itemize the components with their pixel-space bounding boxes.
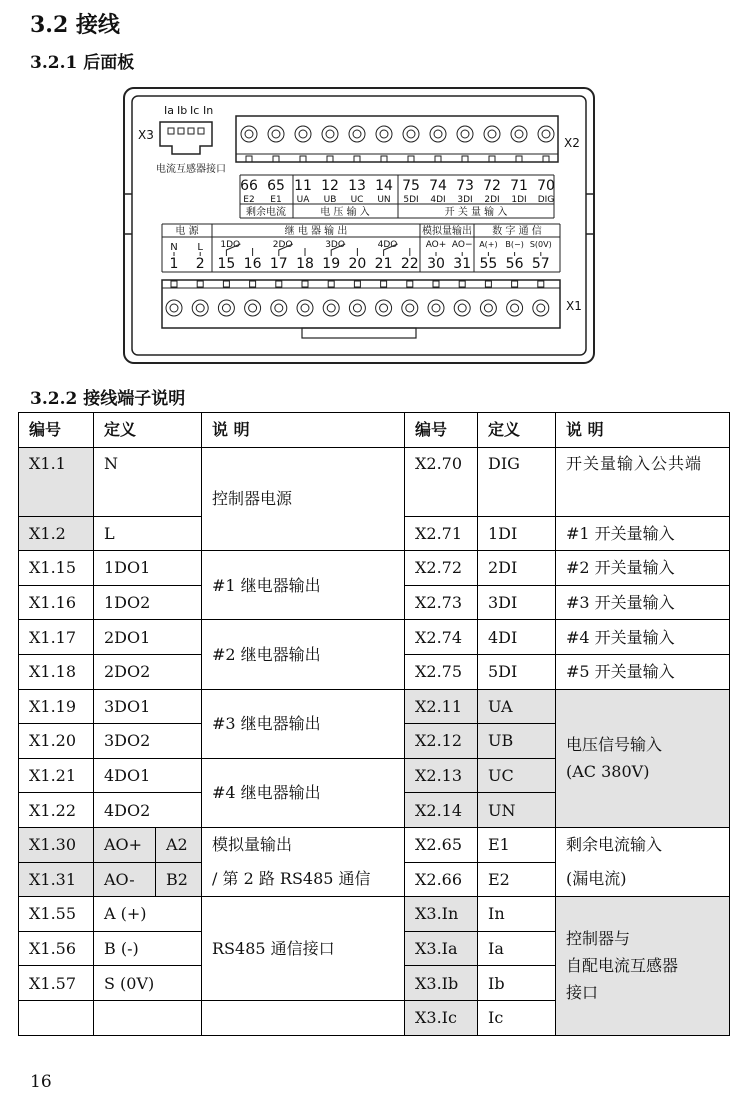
x2-terminal-number: 11 [294, 178, 312, 194]
x2-screw [457, 126, 473, 142]
cell: X1.1 [19, 447, 94, 516]
x2-screw [376, 126, 392, 142]
cell: X1.21 [19, 758, 94, 793]
x2-terminal-number: 65 [267, 178, 285, 194]
cell: 4DO2 [94, 793, 202, 828]
x2-pin [300, 156, 306, 162]
x1-screw [376, 300, 392, 316]
x1-screw-inner [380, 304, 388, 312]
cell: Ib [478, 966, 556, 1001]
cell: A (+) [94, 897, 202, 932]
cell: X1.19 [19, 689, 94, 724]
cell: X3.Ic [405, 1000, 478, 1035]
cell: 3DI [478, 585, 556, 620]
cell: X1.22 [19, 793, 94, 828]
x2-terminal-name: UC [350, 195, 364, 205]
x1-terminal-number: 55 [479, 256, 498, 272]
cell: 4DO1 [94, 758, 202, 793]
x1-terminal-number: 15 [217, 256, 236, 272]
x1-screw [428, 300, 444, 316]
cell [19, 1000, 94, 1035]
cell: 剩余电流输入 [556, 827, 730, 862]
cell: 2DO2 [94, 654, 202, 689]
cell: X2.13 [405, 758, 478, 793]
relay-name: 3DO [325, 240, 345, 250]
header-desc-right: 说 明 [556, 413, 730, 448]
cell: RS485 通信接口 [202, 897, 405, 1001]
x2-terminal-name: 5DI [403, 195, 419, 205]
x2-terminal-block [236, 116, 580, 162]
cell: X2.66 [405, 862, 478, 897]
cell: Ic [478, 1000, 556, 1035]
cell: X2.71 [405, 516, 478, 551]
x2-screw-inner [461, 130, 469, 138]
cell: X2.11 [405, 689, 478, 724]
x2-screw-inner [380, 130, 388, 138]
table-row [19, 897, 730, 932]
cell: #4 开关量输入 [556, 620, 730, 655]
x1-pin [433, 281, 439, 287]
table-row [19, 689, 730, 724]
x1-group-label: 数 字 通 信 [492, 226, 542, 237]
x2-screw [430, 126, 446, 142]
cell: AO- [94, 862, 156, 897]
page-number: 16 [30, 1072, 52, 1092]
x1-label: X1 [566, 299, 582, 313]
cell: B2 [156, 862, 202, 897]
cell: E2 [478, 862, 556, 897]
x2-label: X2 [564, 136, 580, 150]
x2-screw [241, 126, 257, 142]
ao-terminal-name: AO+ [425, 240, 447, 250]
x2-screw-inner [299, 130, 307, 138]
x1-terminal-number: 21 [374, 256, 393, 272]
x1-group-label: 电 源 [175, 226, 199, 237]
terminal-description-heading: 3.2.2 接线端子说明 [30, 389, 186, 409]
x2-terminal-name: UB [323, 195, 337, 205]
x2-pin [408, 156, 414, 162]
cell: X1.31 [19, 862, 94, 897]
x1-screw-inner [249, 304, 257, 312]
x2-terminal-number: 70 [537, 178, 555, 194]
cell: X2.65 [405, 827, 478, 862]
voltage-desc-line: (AC 380V) [566, 762, 650, 782]
ct-desc-line: 控制器与 [566, 929, 631, 949]
x2-group-label: 开 关 量 输 入 [444, 207, 508, 218]
cell: A2 [156, 827, 202, 862]
cell: #1 开关量输入 [556, 516, 730, 551]
x1-screw-inner [432, 304, 440, 312]
x1-pin [354, 281, 360, 287]
x1-screw [192, 300, 208, 316]
cell: In [478, 897, 556, 932]
cell: X2.70 [405, 447, 478, 516]
cell: X3.In [405, 897, 478, 932]
x2-screw-inner [434, 130, 442, 138]
x1-pin [171, 281, 177, 287]
cell: 2DO1 [94, 620, 202, 655]
x2-terminal-number: 75 [402, 178, 420, 194]
x2-terminal-name: UN [377, 195, 391, 205]
cell: #2 继电器输出 [202, 620, 405, 689]
x1-group-label: 继 电 器 输 出 [284, 226, 348, 237]
x1-screw-inner [458, 304, 466, 312]
ct-pin-label: Ib [177, 104, 188, 117]
x1-screw-inner [406, 304, 414, 312]
section-title: 3.2 接线 [30, 12, 120, 38]
cell: X2.74 [405, 620, 478, 655]
cell: #3 开关量输入 [556, 585, 730, 620]
x1-pin [276, 281, 282, 287]
x1-screw-inner [301, 304, 309, 312]
rear-panel-diagram [120, 84, 600, 366]
cell: X1.57 [19, 966, 94, 1001]
power-terminal-name: N [170, 242, 178, 253]
x2-screw [349, 126, 365, 142]
cell: 3DO2 [94, 724, 202, 759]
x2-screw-inner [353, 130, 361, 138]
cell: X1.20 [19, 724, 94, 759]
cell: N [94, 447, 202, 516]
x2-screw-inner [272, 130, 280, 138]
x1-screw [166, 300, 182, 316]
x1-terminal-number: 20 [348, 256, 367, 272]
x2-terminal-name: 1DI [511, 195, 527, 205]
cell: (漏电流) [556, 862, 730, 897]
x2-terminal-number: 66 [240, 178, 258, 194]
header-num-right: 编号 [405, 413, 478, 448]
x1-terminal-number: 1 [169, 256, 179, 272]
x2-group-label: 电 压 输 入 [320, 207, 370, 218]
x2-screw [322, 126, 338, 142]
voltage-desc-cell [556, 689, 730, 827]
x2-pin [462, 156, 468, 162]
x1-screw [480, 300, 496, 316]
x2-screw-inner [245, 130, 253, 138]
ct-interface-label: 电流互感器接口 [156, 164, 226, 175]
x1-screw-inner [170, 304, 178, 312]
x2-terminal-number: 13 [348, 178, 366, 194]
x1-terminal-number: 18 [296, 256, 314, 272]
cell: #4 继电器输出 [202, 758, 405, 827]
x2-screw [295, 126, 311, 142]
cell: X2.72 [405, 551, 478, 586]
x1-screw-inner [484, 304, 492, 312]
x2-screw [268, 126, 284, 142]
cell: X1.18 [19, 654, 94, 689]
terminal-table [18, 412, 730, 1036]
header-def: 定义 [94, 413, 202, 448]
cell: DIG [478, 447, 556, 516]
cell: 3DO1 [94, 689, 202, 724]
x1-terminal-number: 30 [427, 256, 445, 272]
x3-label: X3 [138, 128, 154, 142]
x1-screw [323, 300, 339, 316]
x2-terminal-name: 2DI [484, 195, 500, 205]
ct-desc-line: 接口 [566, 983, 599, 1003]
x1-pin [223, 281, 229, 287]
x1-pin [197, 281, 203, 287]
ct-desc-cell [556, 897, 730, 1035]
table-row [19, 620, 730, 655]
x2-screw [484, 126, 500, 142]
cell: / 第 2 路 RS485 通信 [202, 862, 405, 897]
x2-terminal-name: 3DI [457, 195, 473, 205]
x1-screw [349, 300, 365, 316]
cell: 模拟量输出 [202, 827, 405, 862]
cell: #2 开关量输入 [556, 551, 730, 586]
x2-terminal-number: 14 [375, 178, 393, 194]
x2-terminal-number: 71 [510, 178, 528, 194]
header-def-right: 定义 [478, 413, 556, 448]
cell: X2.73 [405, 585, 478, 620]
x1-screw-inner [511, 304, 519, 312]
cell: X1.15 [19, 551, 94, 586]
cell: X2.75 [405, 654, 478, 689]
x1-pin [302, 281, 308, 287]
x2-pin [516, 156, 522, 162]
x2-terminal-name: E2 [243, 195, 255, 205]
comm-terminal-name: B(−) [505, 240, 524, 249]
cell: X2.12 [405, 724, 478, 759]
x1-screw [402, 300, 418, 316]
cell: UA [478, 689, 556, 724]
ct-pin-label: Ic [190, 104, 200, 117]
x1-pin [250, 281, 256, 287]
x1-screw-inner [327, 304, 335, 312]
x2-screw-inner [407, 130, 415, 138]
x1-screw-inner [353, 304, 361, 312]
x2-terminal-name: E1 [270, 195, 282, 205]
x2-terminal-number: 12 [321, 178, 339, 194]
x1-terminal-number: 31 [453, 256, 472, 272]
x2-pin [354, 156, 360, 162]
cell: 5DI [478, 654, 556, 689]
cell: AO+ [94, 827, 156, 862]
x2-terminal-name: DIG [537, 195, 555, 205]
ct-pin-labels [164, 104, 213, 117]
x1-group-label: 模拟量输出 [422, 226, 472, 237]
x2-pin [489, 156, 495, 162]
cell: UC [478, 758, 556, 793]
cell: #3 继电器输出 [202, 689, 405, 758]
power-terminal-name: L [197, 242, 203, 253]
x1-screw [245, 300, 261, 316]
rear-panel-heading: 3.2.1 后面板 [30, 53, 135, 73]
cell [94, 1000, 202, 1035]
x2-screw [511, 126, 527, 142]
relay-name: 2DO [272, 240, 293, 250]
cell: Ia [478, 931, 556, 966]
cell: S (0V) [94, 966, 202, 1001]
x1-terminal-number: 2 [195, 256, 205, 272]
x1-pin [381, 281, 387, 287]
comm-terminal-name: A(+) [479, 240, 498, 249]
x2-pin [273, 156, 279, 162]
relay-name: 4DO [377, 240, 398, 250]
x1-pin [512, 281, 518, 287]
x1-screw [271, 300, 287, 316]
cell: UB [478, 724, 556, 759]
x1-pin [328, 281, 334, 287]
x2-screw-inner [326, 130, 334, 138]
x1-pin [538, 281, 544, 287]
x1-screw-inner [537, 304, 545, 312]
ao-terminal-name: AO− [451, 240, 473, 250]
x1-screw [533, 300, 549, 316]
ct-pin-label: In [203, 104, 214, 117]
x2-screw [403, 126, 419, 142]
x2-terminal-number: 74 [429, 178, 447, 194]
x2-pin [381, 156, 387, 162]
cell: 1DI [478, 516, 556, 551]
cell: 开关量输入公共端 [556, 447, 730, 516]
x2-pin [435, 156, 441, 162]
cell: X1.30 [19, 827, 94, 862]
header-desc: 说 明 [202, 413, 405, 448]
header-num: 编号 [19, 413, 94, 448]
x1-screw-inner [275, 304, 283, 312]
table-row [19, 862, 730, 897]
x1-screw [218, 300, 234, 316]
x1-screw [454, 300, 470, 316]
x1-screw-inner [222, 304, 230, 312]
ct-pin-label: Ia [164, 104, 174, 117]
cell: X1.17 [19, 620, 94, 655]
x2-terminal-number: 73 [456, 178, 474, 194]
x1-pin [407, 281, 413, 287]
cell: L [94, 516, 202, 551]
x2-group-label: 剩余电流 [246, 207, 286, 218]
table-row [19, 551, 730, 586]
x2-pin [327, 156, 333, 162]
x1-screw-inner [196, 304, 204, 312]
cell: E1 [478, 827, 556, 862]
cell: B (-) [94, 931, 202, 966]
x2-terminal-number: 72 [483, 178, 501, 194]
x2-pin [543, 156, 549, 162]
x1-terminal-number: 57 [531, 256, 550, 272]
cell: 2DI [478, 551, 556, 586]
cell: #1 继电器输出 [202, 551, 405, 620]
cell: X3.Ib [405, 966, 478, 1001]
x1-terminal-block [162, 280, 582, 338]
x2-terminal-name: 4DI [430, 195, 446, 205]
cell: 控制器电源 [202, 447, 405, 551]
x1-terminal-number: 22 [400, 256, 419, 272]
table-row [19, 827, 730, 862]
voltage-desc-line: 电压信号输入 [566, 735, 663, 755]
x1-terminal-number: 16 [243, 256, 262, 272]
x2-screw-inner [488, 130, 496, 138]
cell: #5 开关量输入 [556, 654, 730, 689]
x1-pin [459, 281, 465, 287]
cell: X2.14 [405, 793, 478, 828]
cell: 1DO2 [94, 585, 202, 620]
x1-terminal-number: 17 [269, 256, 288, 272]
table-row [19, 447, 730, 516]
cell: X1.55 [19, 897, 94, 932]
cell: 4DI [478, 620, 556, 655]
x2-screw-inner [542, 130, 550, 138]
x2-pin [246, 156, 252, 162]
x2-screw-inner [515, 130, 523, 138]
relay-name: 1DO [220, 240, 241, 250]
table-header-row [19, 413, 730, 448]
x1-screw [297, 300, 313, 316]
x2-labels [240, 175, 555, 218]
x2-terminal-name: UA [296, 195, 310, 205]
cell: 1DO1 [94, 551, 202, 586]
cell: X3.Ia [405, 931, 478, 966]
x1-screw [507, 300, 523, 316]
x1-terminal-number: 56 [505, 256, 524, 272]
cell: X1.16 [19, 585, 94, 620]
cell [202, 1000, 405, 1035]
x1-labels [162, 224, 560, 272]
cell: UN [478, 793, 556, 828]
cell: X1.56 [19, 931, 94, 966]
x1-terminal-number: 19 [322, 256, 341, 272]
ct-desc-line: 自配电流互感器 [566, 956, 679, 976]
x3-ct-connector [138, 104, 226, 175]
cell: X1.2 [19, 516, 94, 551]
x1-pin [485, 281, 491, 287]
x2-screw [538, 126, 554, 142]
comm-terminal-name: S(0V) [529, 240, 552, 249]
